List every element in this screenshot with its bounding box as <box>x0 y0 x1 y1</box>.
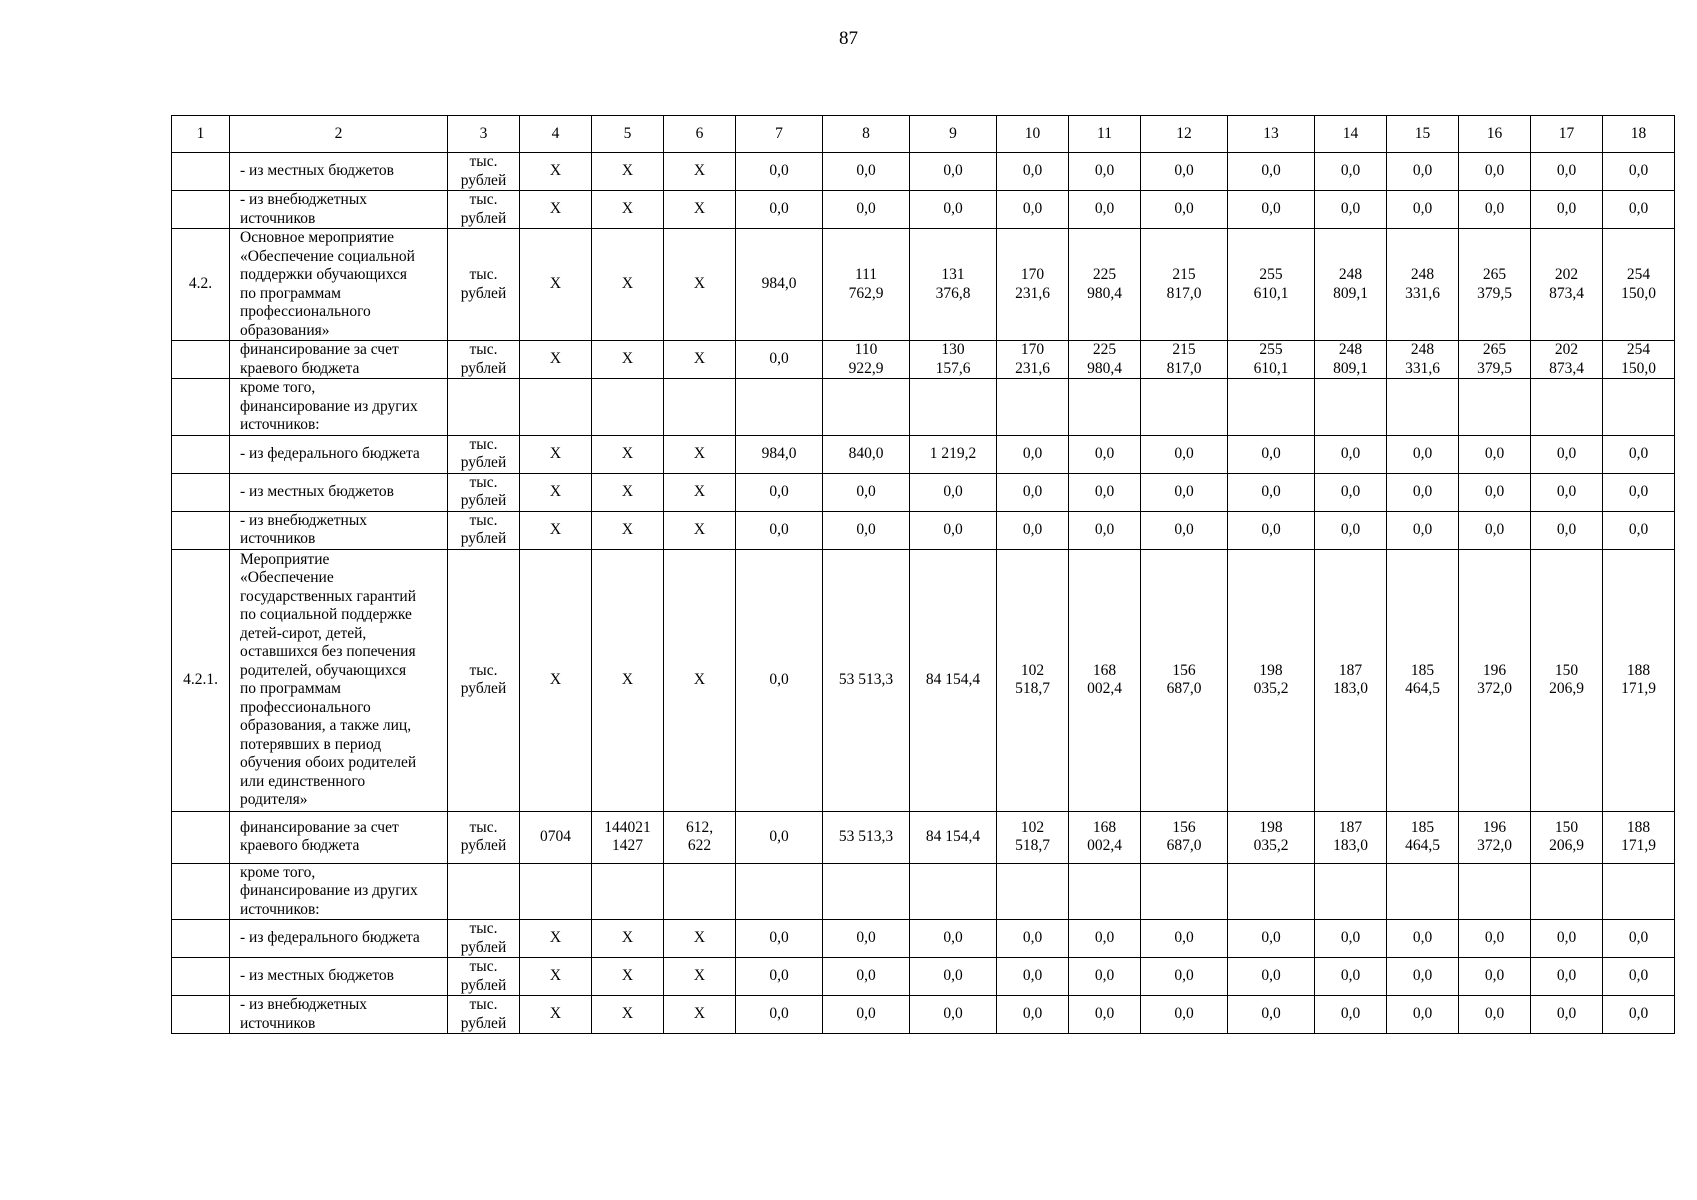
unit-cell: тыс. рублей <box>448 473 520 511</box>
unit-cell: тыс. рублей <box>448 958 520 996</box>
table-row <box>172 153 1675 191</box>
table-row <box>172 379 1675 436</box>
value-cell: X <box>592 549 664 811</box>
value-cell: 150 206,9 <box>1531 549 1603 811</box>
value-cell: 0,0 <box>1069 996 1141 1034</box>
column-number-header: 2 <box>230 116 448 153</box>
value-cell <box>1315 863 1387 920</box>
value-cell: 144021 1427 <box>592 811 664 863</box>
unit-cell: тыс. рублей <box>448 996 520 1034</box>
value-cell: 0,0 <box>997 996 1069 1034</box>
value-cell: 248 809,1 <box>1315 341 1387 379</box>
value-cell: 0,0 <box>1603 958 1675 996</box>
unit-cell <box>448 379 520 436</box>
value-cell: 984,0 <box>736 229 823 341</box>
column-number-header: 7 <box>736 116 823 153</box>
value-cell: 0,0 <box>1603 435 1675 473</box>
unit-cell: тыс. рублей <box>448 229 520 341</box>
column-number-header: 14 <box>1315 116 1387 153</box>
value-cell: 0,0 <box>1315 191 1387 229</box>
value-cell: X <box>592 341 664 379</box>
column-number-header: 11 <box>1069 116 1141 153</box>
row-code-cell <box>172 996 230 1034</box>
column-number-header: 6 <box>664 116 736 153</box>
column-number-header: 5 <box>592 116 664 153</box>
value-cell: X <box>664 511 736 549</box>
row-code-cell <box>172 341 230 379</box>
value-cell: 53 513,3 <box>823 549 910 811</box>
value-cell <box>1228 863 1315 920</box>
value-cell: X <box>520 153 592 191</box>
value-cell: 0,0 <box>910 191 997 229</box>
value-cell: 102 518,7 <box>997 811 1069 863</box>
value-cell: X <box>664 549 736 811</box>
value-cell: 0,0 <box>1315 153 1387 191</box>
row-code-cell <box>172 473 230 511</box>
table-row <box>172 341 1675 379</box>
value-cell: 0,0 <box>1387 153 1459 191</box>
row-name-cell: Основное мероприятие «Обеспечение социальной поддержки обучающихся по программам профессионального образования» <box>230 229 448 341</box>
row-name-cell: кроме того, финансирование из других источников: <box>230 863 448 920</box>
value-cell: 0,0 <box>1603 920 1675 958</box>
value-cell <box>664 379 736 436</box>
value-cell <box>1531 379 1603 436</box>
row-code-cell <box>172 811 230 863</box>
value-cell: 0,0 <box>736 811 823 863</box>
row-name-cell: - из местных бюджетов <box>230 958 448 996</box>
value-cell: 0,0 <box>1459 996 1531 1034</box>
value-cell: X <box>592 511 664 549</box>
row-name-cell: - из местных бюджетов <box>230 153 448 191</box>
unit-cell <box>448 863 520 920</box>
value-cell: 0,0 <box>1459 435 1531 473</box>
value-cell: 0,0 <box>910 153 997 191</box>
value-cell: 0,0 <box>997 511 1069 549</box>
value-cell <box>1069 863 1141 920</box>
value-cell: X <box>520 435 592 473</box>
value-cell: 0,0 <box>1141 153 1228 191</box>
table-row <box>172 229 1675 341</box>
value-cell: 84 154,4 <box>910 811 997 863</box>
value-cell: 0,0 <box>1531 435 1603 473</box>
unit-cell: тыс. рублей <box>448 153 520 191</box>
value-cell: X <box>592 958 664 996</box>
value-cell <box>1228 379 1315 436</box>
value-cell: 0,0 <box>1069 511 1141 549</box>
row-name-cell: - из внебюджетных источников <box>230 996 448 1034</box>
value-cell: 0,0 <box>823 511 910 549</box>
value-cell: X <box>664 920 736 958</box>
table-row <box>172 473 1675 511</box>
column-number-header: 15 <box>1387 116 1459 153</box>
value-cell <box>910 379 997 436</box>
value-cell: 0,0 <box>736 153 823 191</box>
value-cell: 111 762,9 <box>823 229 910 341</box>
value-cell: 0,0 <box>1531 920 1603 958</box>
value-cell: 0,0 <box>823 996 910 1034</box>
value-cell: 0,0 <box>1141 191 1228 229</box>
value-cell: 0,0 <box>1315 435 1387 473</box>
value-cell: 131 376,8 <box>910 229 997 341</box>
value-cell: 0,0 <box>1315 958 1387 996</box>
value-cell: 0,0 <box>910 511 997 549</box>
value-cell: 0,0 <box>1228 920 1315 958</box>
value-cell: 0,0 <box>1228 191 1315 229</box>
value-cell: 0,0 <box>1459 958 1531 996</box>
value-cell: 0,0 <box>736 958 823 996</box>
table-row <box>172 996 1675 1034</box>
header-row <box>172 116 1675 153</box>
value-cell: 0,0 <box>1603 996 1675 1034</box>
value-cell: 0,0 <box>1228 996 1315 1034</box>
row-code-cell <box>172 920 230 958</box>
value-cell: 840,0 <box>823 435 910 473</box>
value-cell <box>1531 863 1603 920</box>
column-number-header: 18 <box>1603 116 1675 153</box>
value-cell <box>520 379 592 436</box>
value-cell: 0,0 <box>1531 473 1603 511</box>
value-cell: X <box>520 958 592 996</box>
value-cell: 0,0 <box>1141 473 1228 511</box>
value-cell: 0,0 <box>1387 473 1459 511</box>
row-name-cell: финансирование за счет краевого бюджета <box>230 811 448 863</box>
value-cell: X <box>520 229 592 341</box>
value-cell: 0,0 <box>1531 153 1603 191</box>
value-cell <box>823 379 910 436</box>
value-cell <box>997 863 1069 920</box>
value-cell: 0,0 <box>1228 473 1315 511</box>
value-cell: 0,0 <box>1531 996 1603 1034</box>
table-row <box>172 191 1675 229</box>
value-cell: 215 817,0 <box>1141 341 1228 379</box>
value-cell: X <box>520 920 592 958</box>
unit-cell: тыс. рублей <box>448 920 520 958</box>
value-cell: 84 154,4 <box>910 549 997 811</box>
value-cell: 0,0 <box>1069 473 1141 511</box>
column-number-header: 17 <box>1531 116 1603 153</box>
budget-table <box>171 115 1675 1034</box>
value-cell: 0,0 <box>1603 473 1675 511</box>
value-cell: 196 372,0 <box>1459 549 1531 811</box>
value-cell: X <box>592 191 664 229</box>
value-cell: X <box>664 435 736 473</box>
value-cell: 0,0 <box>997 473 1069 511</box>
value-cell <box>592 863 664 920</box>
table-row <box>172 811 1675 863</box>
value-cell: 0,0 <box>1141 996 1228 1034</box>
value-cell: 0,0 <box>997 435 1069 473</box>
value-cell: X <box>664 341 736 379</box>
value-cell <box>1315 379 1387 436</box>
unit-cell: тыс. рублей <box>448 549 520 811</box>
column-number-header: 9 <box>910 116 997 153</box>
value-cell: 0,0 <box>1387 191 1459 229</box>
value-cell: 0,0 <box>1141 920 1228 958</box>
row-name-cell: кроме того, финансирование из других источников: <box>230 379 448 436</box>
value-cell: X <box>520 549 592 811</box>
value-cell: X <box>664 958 736 996</box>
value-cell: 0,0 <box>823 153 910 191</box>
value-cell: 0,0 <box>997 191 1069 229</box>
table-row <box>172 920 1675 958</box>
value-cell: 248 331,6 <box>1387 229 1459 341</box>
value-cell <box>1387 863 1459 920</box>
value-cell: 265 379,5 <box>1459 229 1531 341</box>
value-cell: 0704 <box>520 811 592 863</box>
value-cell: X <box>520 191 592 229</box>
column-number-header: 3 <box>448 116 520 153</box>
value-cell: 265 379,5 <box>1459 341 1531 379</box>
row-code-cell <box>172 863 230 920</box>
value-cell: 0,0 <box>736 920 823 958</box>
value-cell: X <box>592 920 664 958</box>
value-cell: 248 809,1 <box>1315 229 1387 341</box>
value-cell: 0,0 <box>1228 153 1315 191</box>
value-cell: 0,0 <box>910 920 997 958</box>
table-row <box>172 863 1675 920</box>
value-cell: X <box>592 473 664 511</box>
row-name-cell: - из местных бюджетов <box>230 473 448 511</box>
value-cell: 188 171,9 <box>1603 811 1675 863</box>
value-cell <box>1141 379 1228 436</box>
row-code-cell <box>172 379 230 436</box>
row-name-cell: - из федерального бюджета <box>230 435 448 473</box>
row-code-cell: 4.2.1. <box>172 549 230 811</box>
value-cell: 0,0 <box>1459 153 1531 191</box>
value-cell: 0,0 <box>1069 153 1141 191</box>
value-cell: 0,0 <box>910 958 997 996</box>
value-cell: 0,0 <box>1315 920 1387 958</box>
value-cell: 170 231,6 <box>997 229 1069 341</box>
value-cell: 0,0 <box>997 958 1069 996</box>
value-cell: 0,0 <box>997 153 1069 191</box>
value-cell: 187 183,0 <box>1315 549 1387 811</box>
value-cell: X <box>664 996 736 1034</box>
value-cell: 0,0 <box>1387 996 1459 1034</box>
value-cell: 156 687,0 <box>1141 811 1228 863</box>
column-number-header: 12 <box>1141 116 1228 153</box>
value-cell: 0,0 <box>823 473 910 511</box>
value-cell: 0,0 <box>1531 191 1603 229</box>
value-cell <box>1069 379 1141 436</box>
row-name-cell: Мероприятие «Обеспечение государственных гарантий по социальной поддержке детей-сирот, детей, оставшихся без попечения родителей, обучающихся по программам профессионального образования, а также лиц, потерявших в период обучения обоих родителей или единственного родителя» <box>230 549 448 811</box>
value-cell: 0,0 <box>1069 920 1141 958</box>
table-row <box>172 958 1675 996</box>
value-cell: 202 873,4 <box>1531 341 1603 379</box>
value-cell <box>736 379 823 436</box>
value-cell <box>823 863 910 920</box>
value-cell: 53 513,3 <box>823 811 910 863</box>
unit-cell: тыс. рублей <box>448 341 520 379</box>
value-cell: 185 464,5 <box>1387 811 1459 863</box>
value-cell: 156 687,0 <box>1141 549 1228 811</box>
value-cell: 196 372,0 <box>1459 811 1531 863</box>
value-cell: 0,0 <box>1069 958 1141 996</box>
column-number-header: 13 <box>1228 116 1315 153</box>
value-cell: X <box>520 341 592 379</box>
value-cell: 168 002,4 <box>1069 811 1141 863</box>
value-cell: 0,0 <box>1459 191 1531 229</box>
value-cell: 0,0 <box>736 341 823 379</box>
value-cell <box>664 863 736 920</box>
value-cell: X <box>520 511 592 549</box>
value-cell: 110 922,9 <box>823 341 910 379</box>
value-cell <box>1459 379 1531 436</box>
row-name-cell: - из федерального бюджета <box>230 920 448 958</box>
value-cell: 0,0 <box>823 920 910 958</box>
page-number: 87 <box>839 28 858 49</box>
value-cell: 0,0 <box>1459 473 1531 511</box>
value-cell: X <box>664 153 736 191</box>
value-cell: X <box>520 996 592 1034</box>
table-row <box>172 435 1675 473</box>
row-code-cell <box>172 153 230 191</box>
value-cell <box>910 863 997 920</box>
value-cell: 0,0 <box>910 473 997 511</box>
row-code-cell <box>172 191 230 229</box>
value-cell: 185 464,5 <box>1387 549 1459 811</box>
value-cell: X <box>592 229 664 341</box>
column-number-header: 1 <box>172 116 230 153</box>
column-number-header: 10 <box>997 116 1069 153</box>
unit-cell: тыс. рублей <box>448 511 520 549</box>
value-cell <box>1603 863 1675 920</box>
value-cell: 0,0 <box>823 958 910 996</box>
value-cell: 0,0 <box>1387 958 1459 996</box>
value-cell: 0,0 <box>1069 435 1141 473</box>
value-cell: X <box>592 153 664 191</box>
value-cell: 188 171,9 <box>1603 549 1675 811</box>
value-cell: 0,0 <box>1603 191 1675 229</box>
value-cell: 0,0 <box>1141 511 1228 549</box>
value-cell: 0,0 <box>1228 511 1315 549</box>
value-cell <box>736 863 823 920</box>
value-cell: 0,0 <box>1069 191 1141 229</box>
value-cell: 0,0 <box>910 996 997 1034</box>
value-cell: 254 150,0 <box>1603 229 1675 341</box>
value-cell: X <box>664 229 736 341</box>
value-cell: 0,0 <box>1315 473 1387 511</box>
value-cell: 0,0 <box>1315 511 1387 549</box>
value-cell: 0,0 <box>1459 920 1531 958</box>
value-cell: 0,0 <box>1531 958 1603 996</box>
value-cell <box>1141 863 1228 920</box>
value-cell: 130 157,6 <box>910 341 997 379</box>
value-cell: 150 206,9 <box>1531 811 1603 863</box>
value-cell: 255 610,1 <box>1228 229 1315 341</box>
value-cell: 102 518,7 <box>997 549 1069 811</box>
column-number-header: 4 <box>520 116 592 153</box>
row-code-cell <box>172 958 230 996</box>
column-number-header: 8 <box>823 116 910 153</box>
row-code-cell <box>172 511 230 549</box>
value-cell: 0,0 <box>1603 511 1675 549</box>
value-cell: 0,0 <box>997 920 1069 958</box>
table-row <box>172 511 1675 549</box>
value-cell: 0,0 <box>1141 958 1228 996</box>
value-cell: X <box>592 996 664 1034</box>
value-cell: X <box>520 473 592 511</box>
value-cell <box>520 863 592 920</box>
value-cell: 255 610,1 <box>1228 341 1315 379</box>
value-cell: 0,0 <box>736 473 823 511</box>
value-cell: 0,0 <box>736 511 823 549</box>
row-code-cell: 4.2. <box>172 229 230 341</box>
value-cell: 0,0 <box>1141 435 1228 473</box>
value-cell: 0,0 <box>1387 511 1459 549</box>
value-cell: 225 980,4 <box>1069 341 1141 379</box>
value-cell: 0,0 <box>736 191 823 229</box>
value-cell: 0,0 <box>1315 996 1387 1034</box>
value-cell: 0,0 <box>736 549 823 811</box>
value-cell <box>1603 379 1675 436</box>
value-cell: 0,0 <box>1603 153 1675 191</box>
value-cell: 0,0 <box>1228 958 1315 996</box>
value-cell <box>592 379 664 436</box>
unit-cell: тыс. рублей <box>448 191 520 229</box>
value-cell: 1 219,2 <box>910 435 997 473</box>
value-cell: 0,0 <box>736 996 823 1034</box>
table-row <box>172 549 1675 811</box>
value-cell: 215 817,0 <box>1141 229 1228 341</box>
value-cell: 612, 622 <box>664 811 736 863</box>
value-cell: X <box>664 191 736 229</box>
column-number-header: 16 <box>1459 116 1531 153</box>
row-name-cell: - из внебюджетных источников <box>230 191 448 229</box>
value-cell: 0,0 <box>1387 920 1459 958</box>
value-cell: 248 331,6 <box>1387 341 1459 379</box>
value-cell: 254 150,0 <box>1603 341 1675 379</box>
value-cell: 168 002,4 <box>1069 549 1141 811</box>
table-body <box>172 116 1675 1034</box>
value-cell: X <box>664 473 736 511</box>
value-cell: 170 231,6 <box>997 341 1069 379</box>
value-cell: 0,0 <box>1228 435 1315 473</box>
value-cell <box>1387 379 1459 436</box>
value-cell: 984,0 <box>736 435 823 473</box>
value-cell: 0,0 <box>1531 511 1603 549</box>
unit-cell: тыс. рублей <box>448 811 520 863</box>
row-code-cell <box>172 435 230 473</box>
value-cell: 198 035,2 <box>1228 549 1315 811</box>
value-cell: 202 873,4 <box>1531 229 1603 341</box>
value-cell <box>1459 863 1531 920</box>
row-name-cell: финансирование за счет краевого бюджета <box>230 341 448 379</box>
value-cell: 225 980,4 <box>1069 229 1141 341</box>
value-cell: 198 035,2 <box>1228 811 1315 863</box>
value-cell: 187 183,0 <box>1315 811 1387 863</box>
value-cell <box>997 379 1069 436</box>
value-cell: 0,0 <box>1459 511 1531 549</box>
value-cell: X <box>592 435 664 473</box>
value-cell: 0,0 <box>1387 435 1459 473</box>
row-name-cell: - из внебюджетных источников <box>230 511 448 549</box>
value-cell: 0,0 <box>823 191 910 229</box>
unit-cell: тыс. рублей <box>448 435 520 473</box>
